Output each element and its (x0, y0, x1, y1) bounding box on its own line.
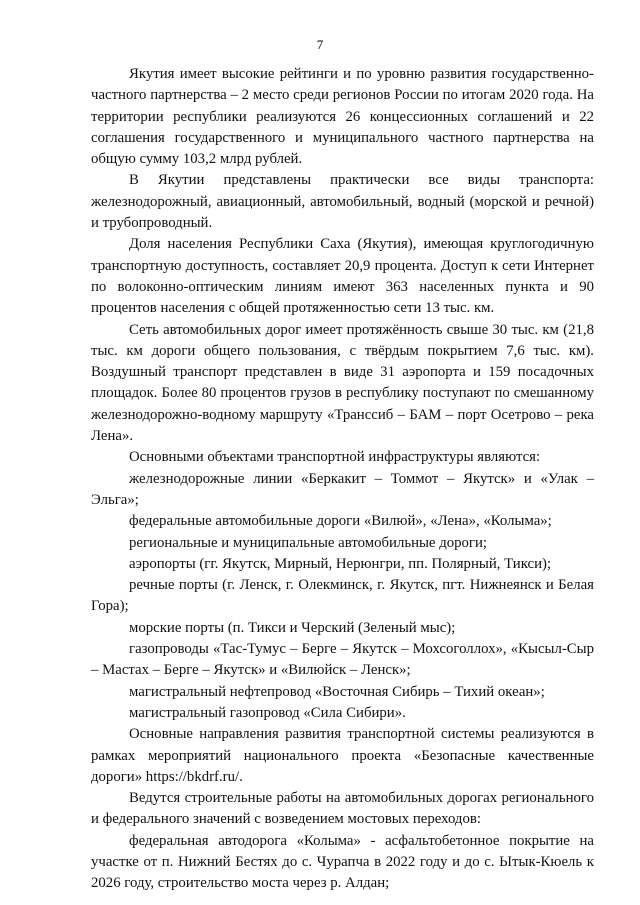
page-number: 7 (316, 37, 324, 52)
list-item-sea-ports: морские порты (п. Тикси и Черский (Зеленый мыс); (129, 619, 456, 636)
list-item-federal-roads: федеральные автомобильные дороги «Вилюй», «Лена», «Колыма»; (129, 513, 552, 530)
list-item-airports: аэропорты (гг. Якутск, Мирный, Нерюнгри, пп. Полярный, Тикси); (129, 555, 552, 572)
list-item-gas-main: магистральный газопровод «Сила Сибири». (129, 704, 406, 721)
list-item-gas-pipelines: газопроводы «Тас-Тумус – Берге – Якутск – Мохсоголлох», «Кысыл-Сыр – Мастах – Берге – Якутск» и «Вилюйск – Ленск»; (91, 641, 594, 679)
list-item-regional-roads: региональные и муниципальные автомобильные дороги; (129, 534, 488, 551)
paragraph-transport-types: В Якутии представлены практически все виды транспорта: железнодорожный, авиационный, автомобильный, водный (морской и речной) и трубопроводный. (91, 172, 594, 232)
paragraph-infrastructure-intro: Основными объектами транспортной инфраструктуры являются: (129, 449, 541, 466)
list-item-kolyma-road: федеральная автодорога «Колыма» - асфальтобетонное покрытие на участке от п. Нижний Бестях до с. Чурапча в 2022 году и до с. Ытык-Кюель к 2026 году, строительство моста через р. Алдан; (91, 832, 594, 892)
list-item-river-ports: речные порты (г. Ленск, г. Олекминск, г. Якутск, пгт. Нижнеянск и Белая Гора); (91, 577, 594, 615)
document-body (91, 64, 594, 895)
list-item-railways: железнодорожные линии «Беркакит – Томмот – Якутск» и «Улак – Эльга»; (91, 470, 594, 508)
paragraph-ppp-rating: Якутия имеет высокие рейтинги и по уровню развития государственно-частного партнерства – 2 место среди регионов России по итогам 2020 года. На территории республики реализуются 26 концессионных соглашений и 22 соглашения государственного и муниципального частного партнерства на общую сумму 103,2 млрд рублей. (91, 66, 594, 168)
paragraph-construction: Ведутся строительные работы на автомобильных дорогах регионального и федерального значений с возведением мостовых переходов: (91, 790, 594, 828)
list-item-oil-pipeline: магистральный нефтепровод «Восточная Сибирь – Тихий океан»; (129, 683, 545, 700)
paragraph-accessibility: Доля населения Республики Саха (Якутия), имеющая круглогодичную транспортную доступность, составляет 20,9 процента. Доступ к сети Интернет по волоконно-оптическим линиям имеют 363 населенных пункта и 90 процентов населения с общей протяженностью сети 13 тыс. км. (91, 236, 594, 317)
paragraph-road-network: Сеть автомобильных дорог имеет протяжённость свыше 30 тыс. км (21,8 тыс. км дороги общего пользования, с твёрдым покрытием 7,6 тыс. км). Воздушный транспорт представлен в виде 31 аэропорта и 159 посадочных площадок. Более 80 процентов грузов в республику поступают по смешанному железнодорожно-водному маршруту «Транссиб – БАМ – порт Осетрово – река Лена». (91, 321, 594, 445)
paragraph-national-project: Основные направления развития транспортной системы реализуются в рамках мероприятий национального проекта «Безопасные качественные дороги» https://bkdrf.ru/. (91, 726, 594, 785)
